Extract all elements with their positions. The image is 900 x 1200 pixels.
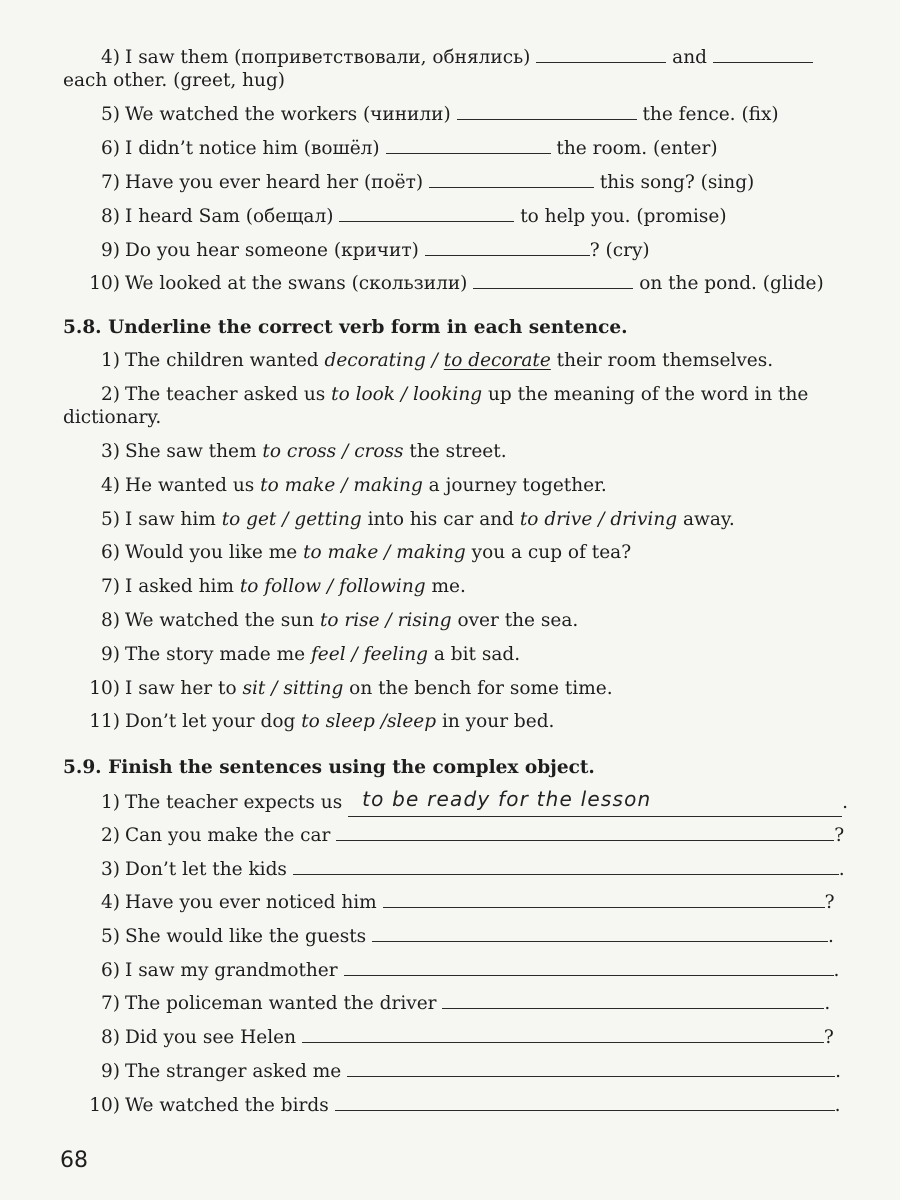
ex58-items-9-n: 10)	[89, 678, 120, 699]
ex57-items-4-post: to help you. (promise)	[520, 206, 727, 227]
answer-line[interactable]	[293, 856, 839, 875]
ex57-item-5	[0, 101, 900, 128]
ex59-item-1	[0, 788, 900, 817]
option-a[interactable]: to make	[260, 475, 336, 496]
ex59-items-7-n: 8)	[101, 1027, 120, 1048]
ex58-item-8	[0, 608, 900, 634]
ex58-items-4-sep2: /	[592, 509, 611, 530]
ex58-items-7-sep: /	[379, 610, 398, 631]
ex57-item-7	[0, 169, 900, 196]
ex58-items-1-b: up the meaning of the word in the	[482, 384, 809, 405]
ex58-items-7-a: We watched the sun	[125, 610, 320, 631]
ex58-items-1-sep: /	[395, 384, 413, 405]
option-b[interactable]: looking	[413, 384, 483, 405]
ex58-items-10-sep: /	[374, 711, 387, 732]
ex58-items-4-b: into his car and	[361, 509, 520, 530]
ex58-items-7-n: 8)	[101, 610, 120, 631]
option-b[interactable]: feeling	[363, 644, 428, 665]
ex59-items-1-end: ?	[834, 825, 845, 846]
ex58-items-10-a: Don’t let your dog	[125, 711, 302, 732]
answer-blank[interactable]	[425, 237, 590, 256]
answer-blank[interactable]	[713, 44, 813, 63]
ex59-item-3	[0, 856, 900, 883]
answer-line[interactable]	[344, 957, 834, 976]
option-a[interactable]: to follow	[239, 576, 322, 597]
ex59-items-1-n: 2)	[101, 825, 120, 846]
option-b[interactable]: following	[339, 576, 426, 597]
ex57-items-6-post: on the pond. (glide)	[639, 273, 824, 294]
option-b[interactable]: getting	[294, 509, 362, 530]
answer-line[interactable]	[442, 990, 824, 1009]
answer-line-filled[interactable]	[348, 788, 842, 817]
ex58-items-0-a: The children wanted	[125, 350, 325, 371]
ex58-items-3-b: a journey together.	[422, 475, 607, 496]
ex59-items-5-end: .	[833, 960, 840, 981]
option-a[interactable]: to rise	[319, 610, 380, 631]
ex59-items-7-text: Did you see Helen	[125, 1027, 296, 1048]
ex58-items-4-sep: /	[276, 509, 295, 530]
ex57-items-3-post: this song? (sing)	[599, 172, 755, 193]
ex58-items-3-sep: /	[335, 475, 354, 496]
ex57-items-5-n: 9)	[101, 240, 120, 261]
answer-blank[interactable]	[386, 135, 551, 154]
ex58-items-0-n: 1)	[101, 350, 120, 371]
ex59-items-9-text: We watched the birds	[125, 1095, 329, 1116]
ex57-items-5-post: ? (cry)	[589, 240, 650, 261]
ex59-items-8-end: .	[835, 1061, 841, 1082]
ex57-items-5-pre: Do you hear someone (кричит)	[125, 240, 419, 261]
ex57-items-0-pre: I saw them (поприветствовали, обнялись)	[125, 47, 531, 68]
ex59-item-8	[0, 1024, 900, 1051]
option-a[interactable]: to get	[221, 509, 277, 530]
option-b[interactable]: sitting	[283, 678, 344, 699]
answer-blank[interactable]	[339, 203, 514, 222]
ex58-items-9-a: I saw her to	[125, 678, 243, 699]
ex58-item-6	[0, 540, 900, 566]
option-a[interactable]: to cross	[262, 441, 337, 462]
ex58-items-8-sep: /	[345, 644, 364, 665]
ex57-items-2-n: 6)	[101, 138, 120, 159]
ex59-num: 5.9.	[63, 757, 102, 778]
ex58-items-5-a: Would you like me	[125, 542, 304, 563]
ex58-items-1-n: 2)	[101, 384, 120, 405]
ex59-items-8-text: The stranger asked me	[125, 1061, 342, 1082]
ex58-item-1	[0, 348, 900, 374]
ex58-items-4-c: away.	[677, 509, 735, 530]
ex59-heading: Finish the sentences using the complex object.	[108, 757, 595, 778]
ex59-items-9-end: .	[834, 1095, 841, 1116]
ex58-items-3-a: He wanted us	[125, 475, 261, 496]
ex58-items-0-b: their room themselves.	[550, 350, 774, 371]
ex59-items-0-text: The teacher expects us	[125, 792, 343, 813]
ex57-item-8	[0, 203, 900, 230]
ex59-items-0-n: 1)	[101, 792, 120, 813]
ex58-item-7	[0, 574, 900, 600]
ex59-items-3-end: ?	[824, 892, 835, 913]
ex59-item-4	[0, 889, 900, 916]
ex58-items-4-a: I saw him	[125, 509, 222, 530]
handwritten-answer: to be ready for the lesson	[362, 787, 652, 811]
ex58-item-9	[0, 642, 900, 668]
ex59-item-9	[0, 1058, 900, 1085]
answer-line[interactable]	[347, 1058, 835, 1077]
ex58-num: 5.8.	[63, 317, 102, 338]
option-a[interactable]: feel	[310, 644, 346, 665]
ex58-items-10-n: 11)	[89, 711, 120, 732]
option-b[interactable]: rising	[397, 610, 452, 631]
ex58-items-8-n: 9)	[101, 644, 120, 665]
option-b[interactable]: sleep	[386, 711, 437, 732]
ex57-item-4	[0, 44, 900, 71]
answer-line[interactable]	[302, 1024, 824, 1043]
ex58-items-2-n: 3)	[101, 441, 120, 462]
ex59-items-9-n: 10)	[89, 1095, 120, 1116]
answer-line[interactable]	[383, 889, 825, 908]
ex58-item-4	[0, 473, 900, 499]
option-a[interactable]: to look	[331, 384, 395, 405]
ex59-items-3-n: 4)	[101, 892, 120, 913]
ex59-items-5-n: 6)	[101, 960, 120, 981]
ex57-items-3-n: 7)	[101, 172, 120, 193]
ex58-items-7-b: over the sea.	[451, 610, 579, 631]
ex57-item-10	[0, 270, 900, 297]
option-a[interactable]: to make	[303, 542, 379, 563]
option-b[interactable]: cross	[354, 441, 404, 462]
ex58-items-6-a: I asked him	[125, 576, 240, 597]
ex59-item-5	[0, 923, 900, 950]
ex58-items-10-b: in your bed.	[436, 711, 555, 732]
ex57-items-1-pre: We watched the workers (чинили)	[125, 104, 451, 125]
ex57-items-4-n: 8)	[101, 206, 120, 227]
ex59-items-4-text: She would like the guests	[125, 926, 367, 947]
ex57-items-0-mid: and	[672, 47, 707, 68]
option-a[interactable]: sit	[242, 678, 266, 699]
ex59-items-4-end: .	[828, 926, 834, 947]
ex59-items-2-end: .	[838, 859, 845, 880]
ex58-items-3-n: 4)	[101, 475, 120, 496]
ex57-item-6	[0, 135, 900, 162]
ex58-items-8-a: The story made me	[125, 644, 311, 665]
answer-blank[interactable]	[457, 101, 637, 120]
ex58-items-2-a: She saw them	[125, 441, 263, 462]
ex58-item-11	[0, 709, 900, 735]
ex57-items-6-n: 10)	[89, 273, 120, 294]
ex59-items-3-text: Have you ever noticed him	[125, 892, 377, 913]
ex59-items-2-text: Don’t let the kids	[125, 859, 287, 880]
ex59-items-6-text: The policeman wanted the driver	[125, 993, 437, 1014]
option-b[interactable]: making	[353, 475, 423, 496]
ex57-items-6-pre: We looked at the swans (скользили)	[125, 273, 468, 294]
ex58-items-5-n: 6)	[101, 542, 120, 563]
ex58-items-9-sep: /	[265, 678, 284, 699]
ex57-items-2-pre: I didn’t notice him (вошёл)	[125, 138, 380, 159]
ex58-items-1-cont: dictionary.	[63, 407, 162, 428]
ex58-heading: Underline the correct verb form in each sentence.	[108, 317, 628, 338]
ex59-items-1-text: Can you make the car	[125, 825, 331, 846]
ex58-items-6-b: me.	[425, 576, 466, 597]
ex58-items-4-n: 5)	[101, 509, 120, 530]
ex58-items-6-sep: /	[321, 576, 340, 597]
ex59-items-6-n: 7)	[101, 993, 120, 1014]
ex58-items-5-b: you a cup of tea?	[465, 542, 632, 563]
ex59-items-8-n: 9)	[101, 1061, 120, 1082]
answer-line[interactable]	[372, 923, 828, 942]
ex57-items-4-pre: I heard Sam (обещал)	[125, 206, 334, 227]
ex58-items-5-sep: /	[378, 542, 397, 563]
answer-blank[interactable]	[473, 270, 633, 289]
ex58-items-2-b: the street.	[403, 441, 507, 462]
option-b[interactable]: making	[396, 542, 466, 563]
ex59-item-6	[0, 957, 900, 984]
ex59-items-4-n: 5)	[101, 926, 120, 947]
ex57-items-2-post: the room. (enter)	[556, 138, 718, 159]
ex57-items-0-cont: each other. (greet, hug)	[63, 70, 286, 91]
answer-blank[interactable]	[536, 44, 666, 63]
ex58-items-0-sep: /	[425, 350, 444, 371]
ex57-items-3-pre: Have you ever heard her (поёт)	[125, 172, 424, 193]
ex59-items-0-end: .	[842, 792, 848, 813]
ex58-items-9-b: on the bench for some time.	[343, 678, 613, 699]
ex59-item-2	[0, 822, 900, 849]
ex57-items-1-post: the fence. (fix)	[642, 104, 779, 125]
option-b-underlined[interactable]: to decorate	[443, 350, 551, 371]
ex58-item-10	[0, 676, 900, 702]
ex58-item-5	[0, 507, 900, 533]
ex58-items-1-a: The teacher asked us	[125, 384, 332, 405]
ex59-item-10	[0, 1092, 900, 1119]
answer-line[interactable]	[336, 822, 834, 841]
ex59-items-5-text: I saw my grandmother	[125, 960, 338, 981]
ex58-items-2-sep: /	[336, 441, 355, 462]
ex59-items-6-end: .	[824, 993, 831, 1014]
option-d[interactable]: driving	[610, 509, 678, 530]
ex58-item-3	[0, 439, 900, 465]
option-c[interactable]: to drive	[519, 509, 593, 530]
answer-line[interactable]	[335, 1092, 835, 1111]
option-a[interactable]: decorating	[324, 350, 426, 371]
ex57-item-9	[0, 237, 900, 264]
ex57-items-1-n: 5)	[101, 104, 120, 125]
option-a[interactable]: to sleep	[301, 711, 375, 732]
ex57-items-0-n: 4)	[101, 47, 120, 68]
page-number: 68	[60, 1148, 88, 1173]
ex58-items-8-b: a bit sad.	[427, 644, 521, 665]
ex59-items-2-n: 3)	[101, 859, 120, 880]
answer-blank[interactable]	[429, 169, 594, 188]
ex59-items-7-end: ?	[823, 1027, 834, 1048]
ex59-item-7	[0, 990, 900, 1017]
ex58-items-6-n: 7)	[101, 576, 120, 597]
